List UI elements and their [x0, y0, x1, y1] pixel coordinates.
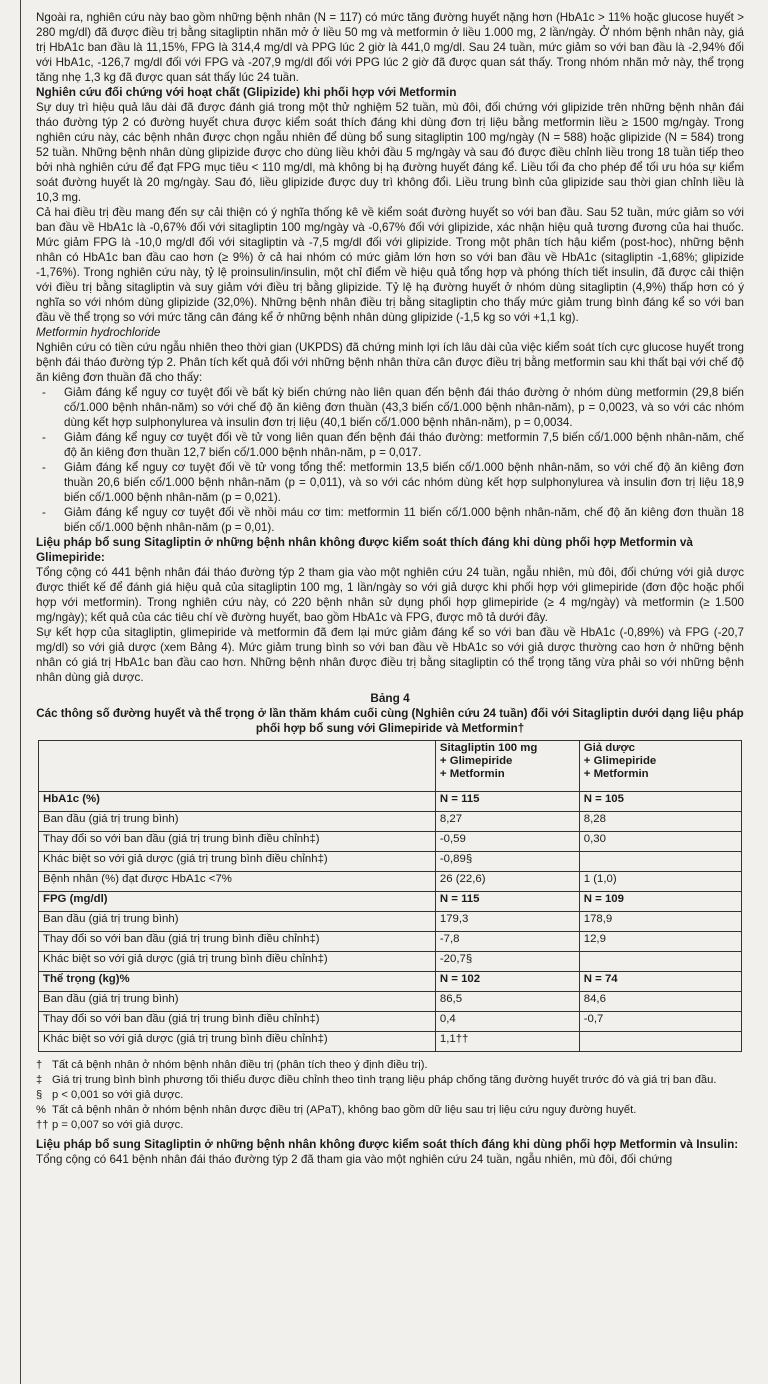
footnote-text: Giá trị trung bình bình phương tối thiểu được điều chỉnh theo tình trạng liệu pháp chống tăng đường huyết trước đó và giá trị ban đầu.	[52, 1074, 717, 1086]
cell-placebo: 12,9	[579, 932, 741, 952]
footnote	[36, 1058, 744, 1073]
list-item: - Giảm đáng kể nguy cơ tuyệt đối về tử vong liên quan đến bệnh đái tháo đường: metformin 7,5 biến cố/1.000 bệnh nhân-năm, chế độ ăn kiêng đơn thuần 12,7 biến cố/1.000 bệnh nhân-năm, p = 0,017.	[64, 430, 744, 460]
table-4	[38, 740, 742, 1052]
left-margin-rule	[20, 0, 21, 1384]
list-item: - Giảm đáng kể nguy cơ tuyệt đối về nhồi máu cơ tim: metformin 11 biến cố/1.000 bệnh nhân-năm, chế độ ăn kiêng đơn thuần 18 biến cố/1.000 bệnh nhân-năm (p = 0,01).	[64, 505, 744, 535]
glipizide-paragraph-1: Sự duy trì hiệu quả lâu dài đã được đánh giá trong một thử nghiệm 52 tuần, mù đôi, đối chứng với glipizide trên những bệnh nhân đái tháo đường týp 2 có đường huyết chưa được kiểm soát thích đáng khi dùng đơn trị liệu bằng metformin liều ≥ 1500 mg/ngày. Trong nghiên cứu này, các bệnh nhân được chọn ngẫu nhiên để dùng bổ sung sitagliptin 100 mg/ngày (N = 588) hoặc glipizide (N = 584) trong 52 tuần. Những bệnh nhân dùng glipizide được cho dùng liều khởi đầu 5 mg/ngày và sau đó được điều chỉnh liều trong 18 tuần tiếp theo bởi nhà nghiên cứu để đạt FPG mục tiêu < 110 mg/dl, mà không bị hạ đường huyết đáng kể. Liều tối đa cho phép để tối ưu hóa sự kiểm soát đường huyết là 20 mg/ngày. Sau đó, liều glipizide được duy trì không đổi. Liều trung bình của glipizide sau thời gian chỉnh liều là 10,3 mg.	[36, 101, 744, 204]
metformin-findings-list	[36, 385, 744, 535]
cell-sitagliptin: -0,59	[435, 832, 579, 852]
footnote-symbol: §	[36, 1089, 43, 1101]
table-row	[39, 952, 742, 972]
footnote	[36, 1103, 744, 1118]
cell-placebo: N = 109	[579, 892, 741, 912]
table-caption: Bảng 4	[370, 691, 410, 705]
footnote	[36, 1073, 744, 1088]
insulin-paragraph: Tổng cộng có 641 bệnh nhân đái tháo đường týp 2 đã tham gia vào một nghiên cứu 24 tuần, ngẫu nhiên, mù đôi, đối chứng	[36, 1153, 673, 1166]
cell-placebo: -0,7	[579, 1012, 741, 1032]
column-header-placebo	[579, 741, 741, 792]
row-label: Thể trọng (kg)%	[39, 972, 436, 992]
row-label: FPG (mg/dl)	[39, 892, 436, 912]
table-row	[39, 932, 742, 952]
cell-placebo: 178,9	[579, 912, 741, 932]
table-title: Các thông số đường huyết và thể trọng ở lần thăm khám cuối cùng (Nghiên cứu 24 tuần) đối với Sitagliptin dưới dạng liệu pháp phối hợp bổ sung với Glimepiride và Metformin†	[36, 707, 744, 735]
cell-sitagliptin: N = 115	[435, 792, 579, 812]
table-row	[39, 1032, 742, 1052]
row-label: HbA1c (%)	[39, 792, 436, 812]
table-row	[39, 852, 742, 872]
row-label: Thay đổi so với ban đầu (giá trị trung bình điều chỉnh‡)	[39, 832, 436, 852]
table-row	[39, 1012, 742, 1032]
cell-sitagliptin: 86,5	[435, 992, 579, 1012]
cell-sitagliptin: -20,7§	[435, 952, 579, 972]
cell-placebo: N = 74	[579, 972, 741, 992]
footnote	[36, 1088, 744, 1103]
row-label: Khác biệt so với giả dược (giá trị trung bình điều chỉnh‡)	[39, 852, 436, 872]
metformin-paragraph: Nghiên cứu có tiền cứu ngẫu nhiên theo thời gian (UKPDS) đã chứng minh lợi ích lâu dài của việc kiểm soát tích cực glucose huyết trong bệnh đái tháo đường týp 2. Phân tích kết quả đối với những bệnh nhân thừa cân được điều trị bằng metformin sau khi thất bại với chế độ ăn kiêng đơn thuần đã cho thấy:	[36, 341, 744, 384]
cell-sitagliptin: -7,8	[435, 932, 579, 952]
glipizide-paragraph-2: Cả hai điều trị đều mang đến sự cải thiện có ý nghĩa thống kê về kiểm soát đường huyết so với ban đầu. Sau 52 tuần, mức giảm so với ban đầu về HbA1c là -0,67% đối với sitagliptin 100 mg/ngày và -0,67% đối với glipizide, xác nhận hiệu quả tương đương của hai thuốc. Mức giảm FPG là -10,0 mg/dl đối với sitagliptin và -7,5 mg/dl đối với glipizide. Trong một phân tích hậu kiểm (post-hoc), những bệnh nhân có HbA1c ban đầu cao hơn (≥ 9%) ở cả hai nhóm có mức giảm lớn hơn so với ban đầu về HbA1c (sitagliptin -1,68%; glipizide -1,76%). Trong nghiên cứu này, tỷ lệ proinsulin/insulin, một chỉ điểm về hiệu quả tổng hợp và phóng thích tiết insulin, đã được cải thiện với điều trị bằng sitagliptin và suy giảm với điều trị bằng glipizide. Tỷ lệ hạ đường huyết ở nhóm dùng sitagliptin (4,9%) thấp hơn có ý nghĩa so với nhóm dùng glipizide (32,0%). Những bệnh nhân điều trị bằng sitagliptin cho thấy mức giảm trung bình đáng kể so với ban đầu về thể trọng so với mức tăng cân đáng kể ở những bệnh nhân dùng glipizide (-1,5 kg so với +1,1 kg).	[36, 206, 744, 324]
cell-sitagliptin: N = 115	[435, 892, 579, 912]
row-label: Bệnh nhân (%) đạt được HbA1c <7%	[39, 872, 436, 892]
footnote-text: p < 0,001 so với giả dược.	[52, 1089, 184, 1101]
cell-sitagliptin: N = 102	[435, 972, 579, 992]
table-row	[39, 872, 742, 892]
insulin-section-heading: Liệu pháp bổ sung Sitagliptin ở những bệnh nhân không được kiểm soát thích đáng khi dùng phối hợp Metformin và Insulin:	[36, 1137, 739, 1151]
row-label: Khác biệt so với giả dược (giá trị trung bình điều chỉnh‡)	[39, 952, 436, 972]
cell-placebo	[579, 952, 741, 972]
list-item: - Giảm đáng kể nguy cơ tuyệt đối về tử vong tổng thể: metformin 13,5 biến cố/1.000 bệnh nhân-năm, so với chế độ ăn kiêng đơn thuần 20,6 biến cố/1.000 bệnh nhân-năm (p = 0,011), và so với các nhóm dùng kết hợp sulphonylurea và insulin đơn trị liệu 18,9 biến cố/1.000 bệnh nhân-năm (p = 0,021).	[64, 460, 744, 505]
list-item: - Giảm đáng kể nguy cơ tuyệt đối về bất kỳ biến chứng nào liên quan đến bệnh đái tháo đường ở nhóm dùng metformin (29,8 biến cố/1.000 bệnh nhân-năm) so với chế độ ăn kiêng đơn thuần (43,3 biến cố/1.000 bệnh nhân-năm), p = 0,0023, và so với các nhóm dùng kết hợp sulphonylurea và insulin đơn trị liệu (40,1 biến cố/1.000 bệnh nhân-năm), p = 0,0034.	[64, 385, 744, 430]
cell-sitagliptin: 179,3	[435, 912, 579, 932]
metformin-section-heading: Metformin hydrochloride	[36, 326, 161, 339]
table-row	[39, 992, 742, 1012]
table-header-blank	[39, 741, 436, 792]
table-header-row	[39, 741, 742, 792]
column-header-text: Sitagliptin 100 mg + Glimepiride + Metformin	[439, 742, 538, 780]
cell-placebo: N = 105	[579, 792, 741, 812]
footnote-text: p = 0,007 so với giả dược.	[52, 1119, 184, 1131]
row-label: Thay đổi so với ban đầu (giá trị trung bình điều chỉnh‡)	[39, 1012, 436, 1032]
table-row	[39, 812, 742, 832]
column-header-sitagliptin	[435, 741, 579, 792]
footnote-symbol: %	[36, 1104, 46, 1116]
cell-placebo	[579, 1032, 741, 1052]
footnote	[36, 1118, 744, 1133]
cell-sitagliptin: 1,1††	[435, 1032, 579, 1052]
cell-placebo: 8,28	[579, 812, 741, 832]
cell-placebo: 0,30	[579, 832, 741, 852]
footnote-symbol: †	[36, 1059, 43, 1071]
table-row	[39, 972, 742, 992]
cell-placebo: 1 (1,0)	[579, 872, 741, 892]
column-header-text: Giả dược + Glimepiride + Metformin	[583, 742, 657, 780]
row-label: Thay đổi so với ban đầu (giá trị trung bình điều chỉnh‡)	[39, 932, 436, 952]
row-label: Khác biệt so với giả dược (giá trị trung bình điều chỉnh‡)	[39, 1032, 436, 1052]
table-row	[39, 912, 742, 932]
cell-placebo: 84,6	[579, 992, 741, 1012]
table-footnotes	[36, 1058, 744, 1133]
glimepiride-paragraph-2: Sự kết hợp của sitagliptin, glimepiride và metformin đã đem lại mức giảm đáng kể so với ban đầu về HbA1c (-0,89%) và FPG (-20,7 mg/dl) so với giả dược (xem Bảng 4). Mức giảm trung bình so với ban đầu về HbA1c so với giả dược thường cao hơn ở những bệnh nhân có giá trị HbA1c ban đầu cao hơn. Những bệnh nhân được điều trị bằng sitagliptin có thể trọng tăng vừa phải so với những bệnh nhân dùng giả dược.	[36, 626, 744, 684]
table-row	[39, 792, 742, 812]
glimepiride-paragraph-1: Tổng cộng có 441 bệnh nhân đái tháo đường týp 2 tham gia vào một nghiên cứu 24 tuần, ngẫu nhiên, mù đôi, đối chứng với giả dược được thiết kế để đánh giá hiệu quả của sitagliptin 100 mg, 1 lần/ngày so với giả dược khi phối hợp với glimepiride (đơn độc hoặc phối hợp với metformin). Trong nghiên cứu này, có 220 bệnh nhân sử dụng phối hợp glimepiride (≥ 4 mg/ngày) và metformin (≥ 1.500 mg/ngày); kết quả của các tiêu chí về đường huyết, bao gồm HbA1c và FPG, được mô tả dưới đây.	[36, 566, 744, 624]
footnote-symbol: ††	[36, 1119, 49, 1131]
cell-sitagliptin: 8,27	[435, 812, 579, 832]
cell-sitagliptin: -0,89§	[435, 852, 579, 872]
glipizide-section-heading: Nghiên cứu đối chứng với hoạt chất (Glipizide) khi phối hợp với Metformin	[36, 85, 457, 99]
glimepiride-section-heading: Liệu pháp bổ sung Sitagliptin ở những bệnh nhân không được kiểm soát thích đáng khi dùng phối hợp Metformin và Glimepiride:	[36, 535, 693, 564]
cell-sitagliptin: 0,4	[435, 1012, 579, 1032]
footnote-symbol: ‡	[36, 1074, 43, 1086]
table-row	[39, 832, 742, 852]
footnote-text: Tất cả bệnh nhân ở nhóm bệnh nhân điều trị (phân tích theo ý định điều trị).	[52, 1059, 428, 1071]
cell-placebo	[579, 852, 741, 872]
footnote-text: Tất cả bệnh nhân ở nhóm bệnh nhân được điều trị (APaT), không bao gồm dữ liệu sau trị liệu cứu nguy đường huyết.	[52, 1104, 637, 1116]
cell-sitagliptin: 26 (22,6)	[435, 872, 579, 892]
table-row	[39, 892, 742, 912]
row-label: Ban đầu (giá trị trung bình)	[39, 992, 436, 1012]
intro-paragraph: Ngoài ra, nghiên cứu này bao gồm những bệnh nhân (N = 117) có mức tăng đường huyết nặng hơn (HbA1c > 11% hoặc glucose huyết > 280 mg/dl) đã được điều trị bằng sitagliptin nhãn mở ở liều 50 mg và metformin ở liều 1.000 mg, 2 lần/ngày. Ở nhóm bệnh nhân này, giá trị HbA1c ban đầu là 11,15%, FPG là 314,4 mg/dl và PPG lúc 2 giờ là 441,0 mg/dl. Sau 24 tuần, mức giảm so với ban đầu là -2,94% đối với HbA1c, -126,7 mg/dl đối với FPG và -207,9 mg/dl đối với PPG lúc 2 giờ đã được quan sát thấy. Trong nhóm nhãn mở này, thể trọng tăng nhẹ 1,3 kg đã được quan sát thấy lúc 24 tuần.	[36, 11, 744, 84]
row-label: Ban đầu (giá trị trung bình)	[39, 912, 436, 932]
row-label: Ban đầu (giá trị trung bình)	[39, 812, 436, 832]
